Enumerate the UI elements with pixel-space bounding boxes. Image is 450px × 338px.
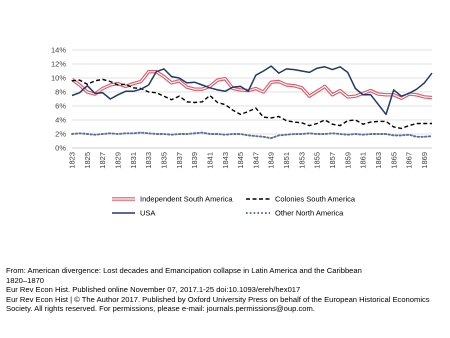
x-tick-label: 1831 [128, 152, 138, 169]
legend-label-other-north: Other North America [275, 208, 344, 218]
y-tick-label: 0% [55, 143, 66, 153]
y-tick-label: 10% [50, 73, 66, 83]
x-tick-label: 1833 [144, 152, 154, 169]
x-tick-label: 1835 [159, 152, 169, 169]
x-tick-label: 1853 [297, 152, 307, 169]
legend-label-colonies: Colonies South America [275, 194, 356, 204]
legend-label-usa: USA [140, 208, 156, 218]
legend-item-other-north-america [246, 209, 344, 218]
y-tick-label: 6% [55, 101, 66, 111]
y-tick-label: 12% [50, 59, 66, 69]
x-tick-label: 1827 [98, 152, 108, 169]
x-axis-ticks [68, 152, 429, 169]
y-tick-label: 14% [50, 45, 66, 55]
x-tick-label: 1823 [67, 152, 77, 169]
figure-caption [6, 266, 446, 314]
x-tick-label: 1863 [373, 152, 383, 169]
x-tick-label: 1837 [174, 152, 184, 169]
legend-item-colonies-south-america [246, 195, 356, 204]
y-axis-ticks [51, 46, 66, 153]
caption-citation: Eur Rev Econ Hist. Published online November 07, 2017.1-25 doi:10.1093/ereh/hex017 [6, 285, 301, 295]
caption-copyright-cont: Society. All rights reserved. For permissions, please e-mail: journals.permissions@oup.com. [6, 304, 315, 314]
caption-copyright: Eur Rev Econ Hist | © The Author 2017. Published by Oxford University Press on behalf of the European Historical Economics [6, 294, 430, 304]
x-tick-label: 1843 [220, 152, 230, 169]
x-tick-label: 1865 [389, 152, 399, 169]
x-tick-label: 1841 [205, 152, 215, 169]
series-lines [72, 66, 432, 138]
y-tick-label: 8% [55, 87, 66, 97]
x-tick-label: 1825 [82, 152, 92, 169]
x-tick-label: 1839 [190, 152, 200, 169]
x-tick-label: 1855 [312, 152, 322, 169]
x-tick-label: 1861 [358, 152, 368, 169]
caption-source-title: From: American divergence: Lost decades and Emancipation collapse in Latin America and the Caribbean [6, 266, 362, 275]
x-tick-label: 1829 [113, 152, 123, 169]
y-tick-label: 2% [55, 129, 66, 139]
legend [112, 195, 356, 218]
series-line-other-north-america [72, 133, 432, 139]
legend-item-usa [112, 209, 155, 218]
y-tick-label: 4% [55, 115, 66, 125]
x-tick-label: 1859 [343, 152, 353, 169]
legend-item-independent-south-america [112, 195, 233, 204]
caption-source-title-cont: 1820–1870 [6, 275, 45, 285]
x-tick-label: 1849 [266, 152, 276, 169]
x-tick-label: 1857 [328, 152, 338, 169]
x-tick-label: 1847 [251, 152, 261, 169]
legend-label-independent: Independent South America [140, 194, 233, 204]
x-tick-label: 1869 [419, 152, 429, 169]
x-tick-label: 1851 [282, 152, 292, 169]
x-tick-label: 1867 [404, 152, 414, 169]
x-tick-label: 1845 [236, 152, 246, 169]
